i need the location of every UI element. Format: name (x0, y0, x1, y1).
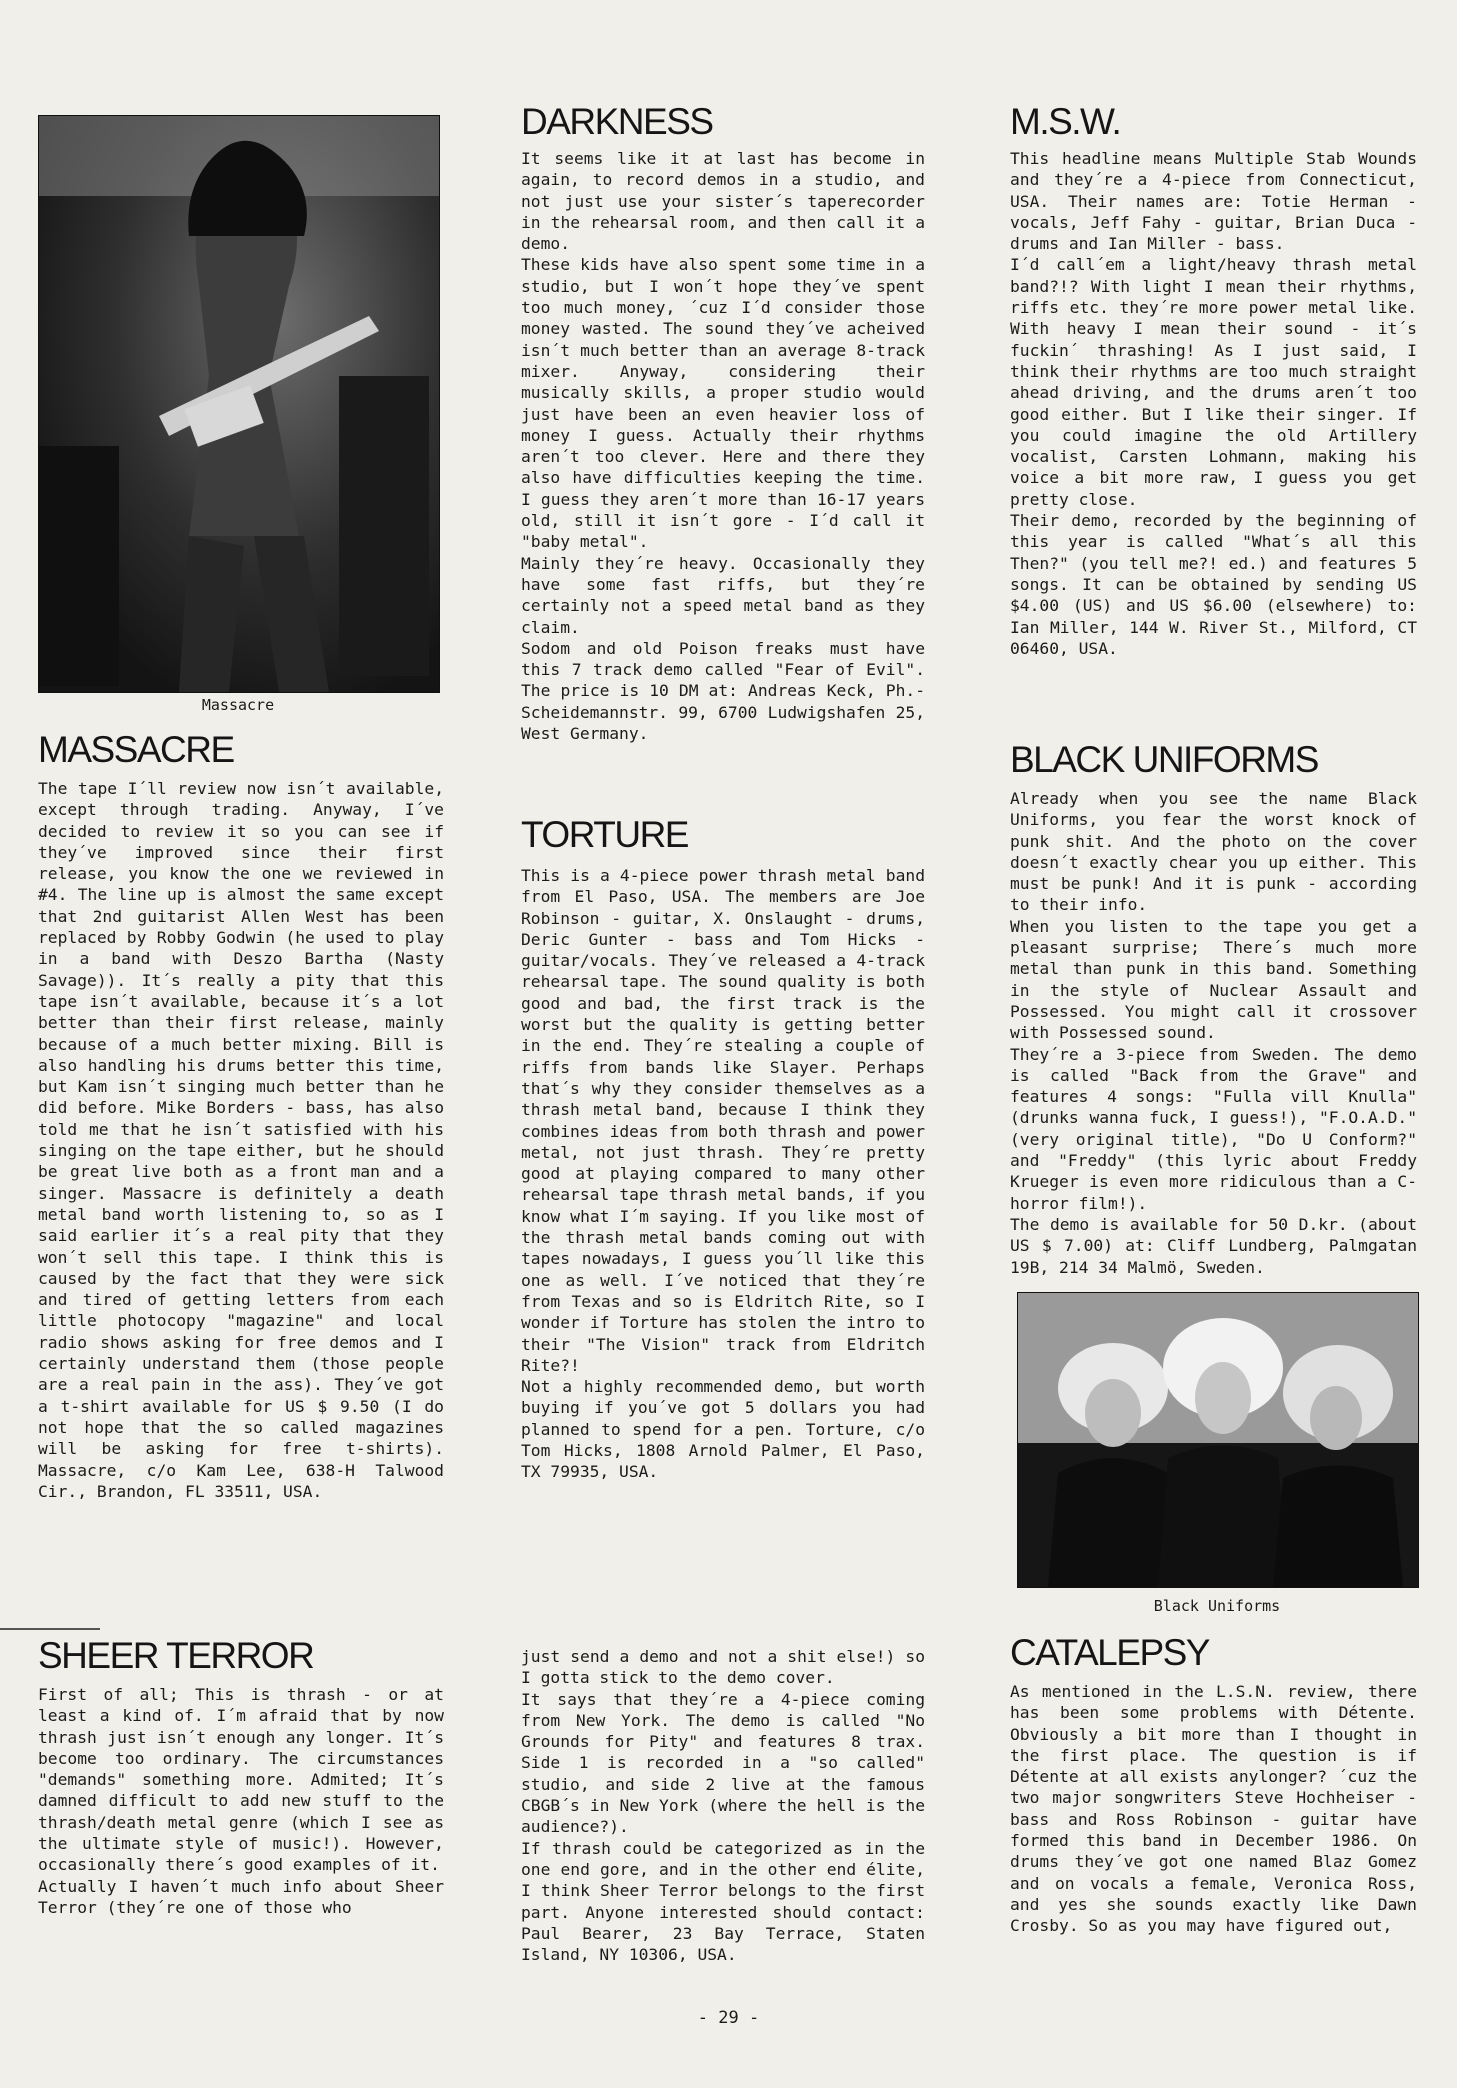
darkness-paragraph: These kids have also spent some time in a studio, but I won´t hope they´ve spent too much money, ´cuz I´d consider those money wasted. The sound they´ve acheived isn´t much better than an average 8-track mixer. Anyway, considering their musically skills, a proper studio would just have been an even heavier loss of money I guess. Actually their rhythms aren´t too clever. Here and there they also have difficulties keeping the time. I guess they aren´t more than 16-17 years old, still it isn´t gore - I´d call it "baby metal". (521, 255, 925, 552)
torture-paragraph: Not a highly recommended demo, but worth buying if you´ve got 5 dollars you had planned to spend for a pen. Torture, c/o Tom Hicks, 1808 Arnold Palmer, El Paso, TX 79935, USA. (521, 1377, 925, 1482)
black-uniforms-photo-image (1018, 1293, 1418, 1587)
darkness-paragraph: Mainly they´re heavy. Occasionally they have some fast riffs, but they´re certainly not a speed metal band as they claim. (521, 553, 925, 637)
torture-heading: TORTURE (521, 814, 688, 855)
massacre-photo (38, 115, 440, 693)
massacre-paragraph: The tape I´ll review now isn´t available, except through trading. Anyway, I´ve decided to review it so you can see if they´ve improved since their first release, you know the one we reviewed in #4. The line up is almost the same except that 2nd guitarist Allen West has been replaced by Robby Godwin (he used to play in a band with Deszo Bartha (Nasty Savage)). It´s really a pity that this tape isn´t available, because it´s a lot better than their first release, mainly because of a much better mixing. Bill is also handling his drums better this time, but Kam isn´t singing much better than he did before. Mike Borders - bass, has also told me that he isn´t satisfied with his singing on the tape either, but he should be great live both as a front man and a singer. Massacre is definitely a death metal band worth listening to, so as I said earlier it´s a real pity that they won´t sell this tape. I think this is caused by the fact that they were sick and tired of getting letters from each little photocopy "magazine" and local radio shows asking for free demos and I certainly understand them (those people are a real pain in the ass). They´ve got a t-shirt available for US $ 9.50 (I do not hope that the so called magazines will be asking for free t-shirts). Massacre, c/o Kam Lee, 638-H Talwood Cir., Brandon, FL 33511, USA. (38, 779, 444, 1501)
msw-heading: M.S.W. (1010, 101, 1121, 142)
darkness-paragraph: Sodom and old Poison freaks must have this 7 track demo called "Fear of Evil". The price is 10 DM at: Andreas Keck, Ph.-Scheidemannstr. 99, 6700 Ludwigshafen 25, West Germany. (521, 638, 925, 744)
black-uniforms-paragraph: The demo is available for 50 D.kr. (about US $ 7.00) at: Cliff Lundberg, Palmgatan 19B, 214 34 Malmö, Sweden. (1010, 1214, 1417, 1277)
msw-body (1010, 148, 1417, 659)
darkness-heading: DARKNESS (521, 101, 713, 142)
black-uniforms-article (1010, 740, 1417, 1278)
sheer-terror-paragraph: It says that they´re a 4-piece coming from New York. The demo is called "No Grounds for Pity" and features 8 trax. Side 1 is recorded in a "so called" studio, and side 2 live at the famous CBGB´s in New York (where the hell is the audience?). (521, 1689, 925, 1837)
sheer-terror-heading: SHEER TERROR (38, 1635, 314, 1676)
sheer-terror-paragraph: Actually I haven´t much info about Sheer Terror (they´re one of those who (38, 1876, 444, 1917)
section-divider (0, 1628, 100, 1630)
massacre-article (38, 730, 444, 1502)
torture-body (521, 865, 925, 1483)
torture-article (521, 815, 925, 1483)
darkness-paragraph: It seems like it at last has become in again, to record demos in a studio, and not just use your sister´s taperecorder in the rehearsal room, and then call it a demo. (521, 149, 925, 254)
black-uniforms-photo (1017, 1292, 1419, 1588)
msw-paragraph: I´d call´em a light/heavy thrash metal band?!? With light I mean their rhythms, riffs etc. they´re more power metal like. With heavy I mean their sound - it´s fuckin´ thrashing! As I just said, I think their rhythms are too much straight ahead driving, and the drums aren´t too good either. But I like their singer. If you could imagine the old Artillery vocalist, Carsten Lohmann, making his voice a bit more raw, I guess you get pretty close. (1010, 255, 1417, 509)
darkness-body (521, 148, 925, 744)
sheer-terror-paragraph: First of all; This is thrash - or at least a kind of. I´m afraid that by now thrash just isn´t enough any longer. It´s become too ordinary. The circumstances "demands" something more. Admited; It´s damned difficult to add new stuff to the thrash/death metal genre (which I see as the ultimate style of music!). However, occasionally there´s good examples of it. (38, 1685, 444, 1875)
catalepsy-paragraph: As mentioned in the L.S.N. review, there has been some problems with Détente. Obviously a bit more than I thought in the first place. The question is if Détente at all exists anylonger? ´cuz the two major songwriters Steve Hochheiser - bass and Ross Robinson - guitar have formed this band in December 1986. On drums they´ve got one named Blaz Gomez and on vocals a female, Veronica Ross, and yes she sounds exactly like Dawn Crosby. So as you may have figured out, (1010, 1682, 1417, 1936)
massacre-body (38, 778, 444, 1502)
catalepsy-heading: CATALEPSY (1010, 1632, 1209, 1673)
black-uniforms-photo-caption: Black Uniforms (1153, 1597, 1281, 1615)
catalepsy-body (1010, 1681, 1417, 1937)
sheer-terror-continued-body (521, 1646, 925, 1965)
msw-article (1010, 102, 1417, 659)
sheer-terror-continued (521, 1646, 925, 1965)
massacre-heading: MASSACRE (38, 729, 234, 770)
massacre-photo-image (39, 116, 439, 692)
black-uniforms-paragraph: They´re a 3-piece from Sweden. The demo is called "Back from the Grave" and features 4 songs: "Fulla vill Knulla" (drunks wanna fuck, I guess!), "F.O.A.D." (very original title), "Do U Conform?" and "Freddy" (this lyric about Freddy Krueger is even more ridiculous than a C-horror film!). (1010, 1044, 1417, 1213)
sheer-terror-article (38, 1636, 444, 1918)
darkness-article (521, 102, 925, 744)
black-uniforms-body (1010, 788, 1417, 1278)
black-uniforms-heading: BLACK UNIFORMS (1010, 739, 1318, 780)
msw-paragraph: This headline means Multiple Stab Wounds and they´re a 4-piece from Connecticut, USA. Their names are: Totie Herman - vocals, Jeff Fahy - guitar, Brian Duca - drums and Ian Miller - bass. (1010, 149, 1417, 254)
page-number: - 29 - (697, 2008, 760, 2028)
massacre-photo-caption: Massacre (201, 696, 275, 714)
sheer-terror-paragraph: If thrash could be categorized as in the one end gore, and in the other end élite, I think Sheer Terror belongs to the first part. Anyone interested should contact: Paul Bearer, 23 Bay Terrace, Staten Island, NY 10306, USA. (521, 1838, 925, 1965)
black-uniforms-paragraph: Already when you see the name Black Uniforms, you fear the worst knock of punk shit. And the photo on the cover doesn´t exactly chear you up either. This must be punk! And it is punk - according to their info. (1010, 789, 1417, 915)
torture-paragraph: This is a 4-piece power thrash metal band from El Paso, USA. The members are Joe Robinson - guitar, X. Onslaught - drums, Deric Gunter - bass and Tom Hicks - guitar/vocals. They´ve released a 4-track rehearsal tape. The sound quality is both good and bad, the first track is the worst but the quality is getting better in the end. They´re stealing a couple of riffs from bands like Slayer. Perhaps that´s why they consider themselves as a thrash metal band, because I think they combines ideas from both thrash and power metal, not just thrash. They´re pretty good at playing compared to many other rehearsal tape thrash metal bands, if you know what I´m saying. If you like most of the thrash metal bands coming out with tapes nowadays, I guess you´ll like this one as well. I´ve noticed that they´re from Texas and so is Eldritch Rite, so I wonder if Torture has stolen the intro to their "The Vision" track from Eldritch Rite?! (521, 866, 925, 1375)
msw-paragraph: Their demo, recorded by the beginning of this year is called "What´s all this Then?" (you tell me?! ed.) and features 5 songs. It can be obtained by sending US $4.00 (US) and US $6.00 (elsewhere) to: Ian Miller, 144 W. River St., Milford, CT 06460, USA. (1010, 511, 1417, 658)
sheer-terror-body (38, 1684, 444, 1918)
catalepsy-article (1010, 1633, 1417, 1937)
black-uniforms-paragraph: When you listen to the tape you get a pleasant surprise; There´s much more metal than punk in this band. Something in the style of Nuclear Assault and Possessed. You might call it crossover with Possessed sound. (1010, 916, 1417, 1043)
sheer-terror-paragraph: just send a demo and not a shit else!) so I gotta stick to the demo cover. (521, 1647, 925, 1688)
